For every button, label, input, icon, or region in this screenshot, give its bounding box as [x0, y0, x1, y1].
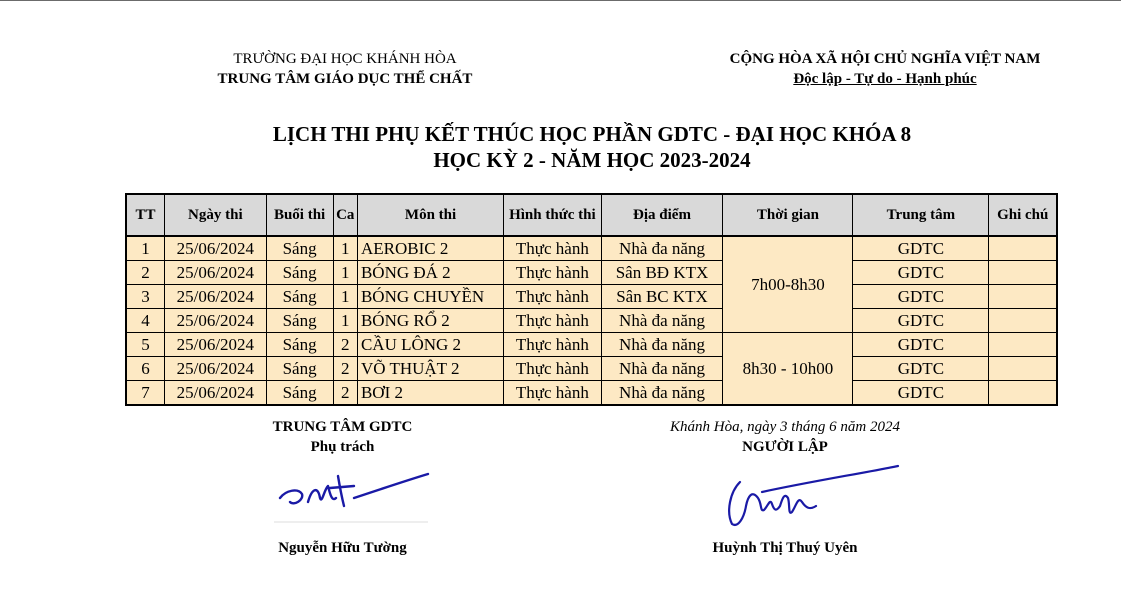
- cell-note: [989, 285, 1057, 309]
- cell-shift: 1: [333, 261, 357, 285]
- table-header-row: [126, 194, 1057, 236]
- cell-shift: 2: [333, 333, 357, 357]
- cell-location: Sân BC KTX: [601, 285, 723, 309]
- header-right: [700, 49, 1070, 89]
- cell-session: Sáng: [266, 236, 333, 261]
- col-header-time: Thời gian: [723, 194, 853, 236]
- cell-location: Nhà đa năng: [601, 236, 723, 261]
- cell-note: [989, 381, 1057, 406]
- cell-subject: BÓNG CHUYỀN: [357, 285, 503, 309]
- cell-session: Sáng: [266, 285, 333, 309]
- cell-form: Thực hành: [504, 357, 601, 381]
- cell-center: GDTC: [853, 285, 989, 309]
- cell-note: [989, 357, 1057, 381]
- table-row: [126, 333, 1057, 357]
- signer-name-right: Huỳnh Thị Thuý Uyên: [712, 540, 858, 556]
- cell-tt: 5: [126, 333, 165, 357]
- cell-location: Nhà đa năng: [601, 357, 723, 381]
- cell-form: Thực hành: [504, 261, 601, 285]
- cell-form: Thực hành: [504, 333, 601, 357]
- cell-date: 25/06/2024: [165, 333, 267, 357]
- cell-date: 25/06/2024: [165, 236, 267, 261]
- cell-session: Sáng: [266, 309, 333, 333]
- cell-tt: 1: [126, 236, 165, 261]
- cell-session: Sáng: [266, 381, 333, 406]
- center-name: [190, 69, 500, 89]
- cell-date: 25/06/2024: [165, 261, 267, 285]
- col-header-form: Hình thức thi: [504, 194, 601, 236]
- cell-form: Thực hành: [504, 381, 601, 406]
- place-date: Khánh Hòa, ngày 3 tháng 6 năm 2024: [670, 419, 900, 435]
- header-left: [190, 49, 500, 89]
- table-row: [126, 236, 1057, 261]
- col-header-date: Ngày thi: [165, 194, 267, 236]
- cell-shift: 1: [333, 285, 357, 309]
- col-header-session: Buổi thi: [266, 194, 333, 236]
- center-name-text: TRUNG TÂM GIÁO DỤC THỂ CHẤT: [217, 71, 473, 87]
- cell-center: GDTC: [853, 381, 989, 406]
- cell-subject: AEROBIC 2: [357, 236, 503, 261]
- cell-center: GDTC: [853, 357, 989, 381]
- cell-shift: 2: [333, 381, 357, 406]
- cell-subject: CẦU LÔNG 2: [357, 333, 503, 357]
- cell-center: GDTC: [853, 236, 989, 261]
- cell-session: Sáng: [266, 357, 333, 381]
- cell-date: 25/06/2024: [165, 381, 267, 406]
- cell-subject: VÕ THUẬT 2: [357, 357, 503, 381]
- signer-org-left: TRUNG TÂM GDTC: [272, 419, 413, 435]
- cell-tt: 2: [126, 261, 165, 285]
- cell-shift: 1: [333, 309, 357, 333]
- cell-date: 25/06/2024: [165, 285, 267, 309]
- table-row: [126, 357, 1057, 381]
- cell-center: GDTC: [853, 261, 989, 285]
- col-header-subject: Môn thi: [357, 194, 503, 236]
- cell-location: Nhà đa năng: [601, 309, 723, 333]
- cell-note: [989, 333, 1057, 357]
- handwritten-signature-right: [718, 462, 908, 532]
- cell-location: Nhà đa năng: [601, 381, 723, 406]
- table-row: [126, 309, 1057, 333]
- cell-tt: 6: [126, 357, 165, 381]
- national-motto-text: Độc lập - Tự do - Hạnh phúc: [793, 71, 977, 87]
- cell-location: Sân BĐ KTX: [601, 261, 723, 285]
- cell-time-group-1: 7h00-8h30: [723, 236, 853, 333]
- cell-center: GDTC: [853, 333, 989, 357]
- handwritten-signature-left: [268, 468, 438, 528]
- cell-subject: BÓNG RỔ 2: [357, 309, 503, 333]
- cell-shift: 1: [333, 236, 357, 261]
- cell-note: [989, 261, 1057, 285]
- table-row: [126, 285, 1057, 309]
- cell-session: Sáng: [266, 333, 333, 357]
- cell-shift: 2: [333, 357, 357, 381]
- table-row: [126, 381, 1057, 406]
- col-header-shift: Ca: [333, 194, 357, 236]
- national-title: CỘNG HÒA XÃ HỘI CHỦ NGHĨA VIỆT NAM: [729, 51, 1041, 67]
- cell-date: 25/06/2024: [165, 357, 267, 381]
- university-name: TRƯỜNG ĐẠI HỌC KHÁNH HÒA: [233, 51, 457, 67]
- cell-note: [989, 309, 1057, 333]
- document-title: LỊCH THI PHỤ KẾT THÚC HỌC PHẦN GDTC - ĐẠI HỌC KHÓA 8: [272, 122, 912, 146]
- signer-role-left: Phụ trách: [310, 439, 375, 455]
- signature-block-right: [630, 417, 940, 457]
- cell-subject: BƠI 2: [357, 381, 503, 406]
- cell-location: Nhà đa năng: [601, 333, 723, 357]
- col-header-center: Trung tâm: [853, 194, 989, 236]
- cell-form: Thực hành: [504, 309, 601, 333]
- document-subtitle: HỌC KỲ 2 - NĂM HỌC 2023-2024: [433, 148, 751, 172]
- cell-note: [989, 236, 1057, 261]
- col-header-location: Địa điểm: [601, 194, 723, 236]
- cell-form: Thực hành: [504, 236, 601, 261]
- col-header-tt: TT: [126, 194, 165, 236]
- signer-name-left: Nguyễn Hữu Tường: [278, 540, 407, 556]
- cell-date: 25/06/2024: [165, 309, 267, 333]
- exam-schedule-table: [125, 193, 1058, 406]
- col-header-note: Ghi chú: [989, 194, 1057, 236]
- top-border-line: [0, 0, 1121, 1]
- signature-block-left: [200, 417, 485, 457]
- cell-subject: BÓNG ĐÁ 2: [357, 261, 503, 285]
- cell-tt: 3: [126, 285, 165, 309]
- national-motto: [700, 69, 1070, 89]
- cell-form: Thực hành: [504, 285, 601, 309]
- cell-center: GDTC: [853, 309, 989, 333]
- cell-time-group-2: 8h30 - 10h00: [723, 333, 853, 406]
- cell-session: Sáng: [266, 261, 333, 285]
- signer-role-right: NGƯỜI LẬP: [742, 439, 828, 455]
- table-row: [126, 261, 1057, 285]
- cell-tt: 4: [126, 309, 165, 333]
- cell-tt: 7: [126, 381, 165, 406]
